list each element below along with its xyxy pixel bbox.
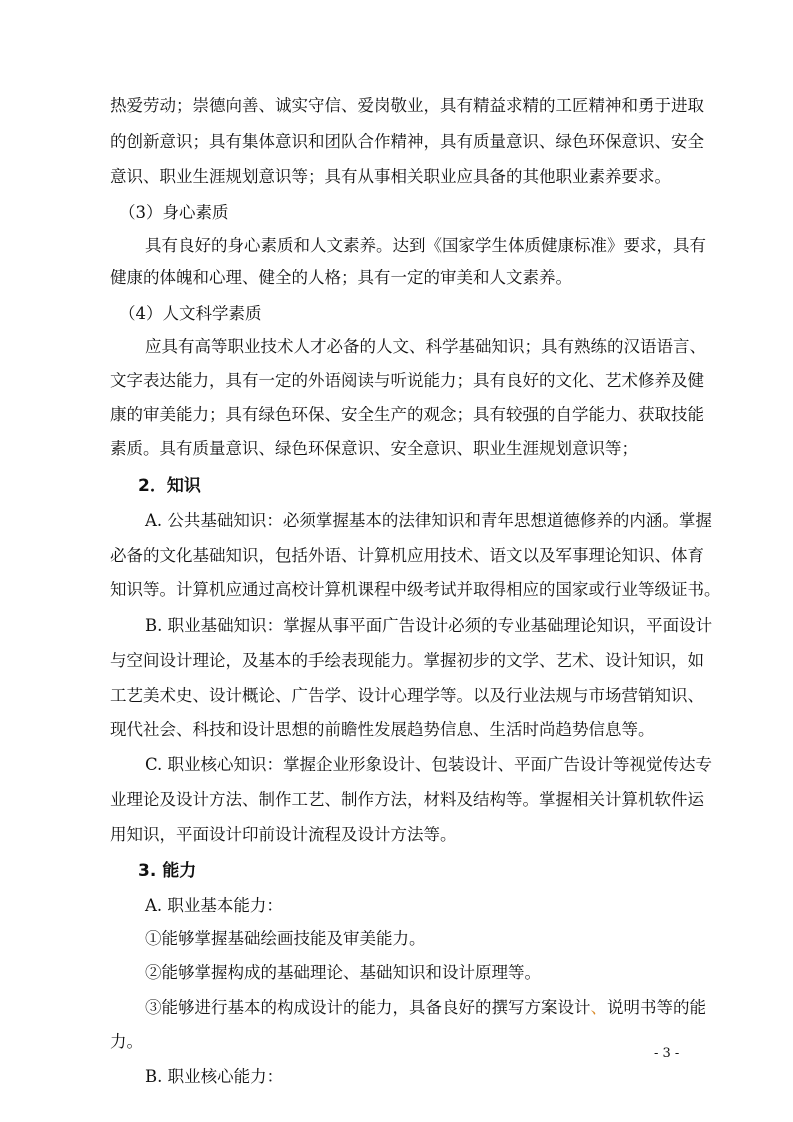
text-line: 的创新意识；具有集体意识和团队合作精神，具有质量意识、绿色环保意识、安全 <box>110 132 704 151</box>
text-line: 与空间设计理论，及基本的手绘表现能力。掌握初步的文学、艺术、设计知识，如 <box>110 651 704 670</box>
text-line: 热爱劳动；崇德向善、诚实守信、爱岗敬业，具有精益求精的工匠精神和勇于进取 <box>110 96 704 115</box>
page-number: - 3 - <box>654 1046 680 1061</box>
text-line: 力。 <box>110 1032 143 1051</box>
text-line: ①能够掌握基础绘画技能及审美能力。 <box>145 929 426 948</box>
text-line: 康的审美能力；具有绿色环保、安全生产的观念；具有较强的自学能力、获取技能 <box>110 405 704 424</box>
text-line: 业理论及设计方法、制作工艺、制作方法，材料及结构等。掌握相关计算机软件运 <box>110 790 704 809</box>
text-line: ②能够掌握构成的基础理论、基础知识和设计原理等。 <box>145 963 541 982</box>
text-line <box>145 998 706 1018</box>
text-line: 具有良好的身心素质和人文素养。达到《国家学生体质健康标准》要求，具有 <box>145 236 706 255</box>
section-heading: 3. 能力 <box>138 861 197 881</box>
text-line: 健康的体魄和心理、健全的人格；具有一定的审美和人文素养。 <box>110 268 572 287</box>
text-run: ③能够进行基本的构成设计的能力，具备良好的撰写方案设计 <box>145 998 591 1017</box>
text-line: 意识、职业生涯规划意识等；具有从事相关职业应具备的其他职业素养要求。 <box>110 167 671 186</box>
text-line: 素质。具有质量意识、绿色环保意识、安全意识、职业生涯规划意识等； <box>110 439 638 458</box>
section-heading: （4）人文科学素质 <box>119 304 262 323</box>
highlighted-comma: 、 <box>590 998 607 1017</box>
text-line: 工艺美术史、设计概论、广告学、设计心理学等。以及行业法规与市场营销知识、 <box>110 686 704 705</box>
section-heading: （3）身心素质 <box>119 203 229 222</box>
text-run: 说明书等的能 <box>607 998 706 1017</box>
text-line: B. 职业基础知识：掌握从事平面广告设计必须的专业基础理论知识，平面设计 <box>145 616 713 635</box>
text-line: B. 职业核心能力： <box>145 1067 284 1086</box>
text-line: 现代社会、科技和设计思想的前瞻性发展趋势信息、生活时尚趋势信息等。 <box>110 720 655 739</box>
text-line: 文字表达能力，具有一定的外语阅读与听说能力；具有良好的文化、艺术修养及健 <box>110 371 704 390</box>
text-line: A. 公共基础知识：必须掌握基本的法律知识和青年思想道德修养的内涵。掌握 <box>145 511 712 530</box>
text-line: 必备的文化基础知识，包括外语、计算机应用技术、语文以及军事理论知识、体育 <box>110 546 704 565</box>
text-line: 用知识，平面设计印前设计流程及设计方法等。 <box>110 825 457 844</box>
section-heading: 2．知识 <box>138 476 201 496</box>
text-line: 知识等。计算机应通过高校计算机课程中级考试并取得相应的国家或行业等级证书。 <box>110 580 721 599</box>
text-line: A. 职业基本能力： <box>145 896 283 915</box>
text-line: C. 职业核心知识：掌握企业形象设计、包装设计、平面广告设计等视觉传达专 <box>145 755 713 774</box>
text-line: 应具有高等职业技术人才必备的人文、科学基础知识；具有熟练的汉语语言、 <box>145 337 706 356</box>
